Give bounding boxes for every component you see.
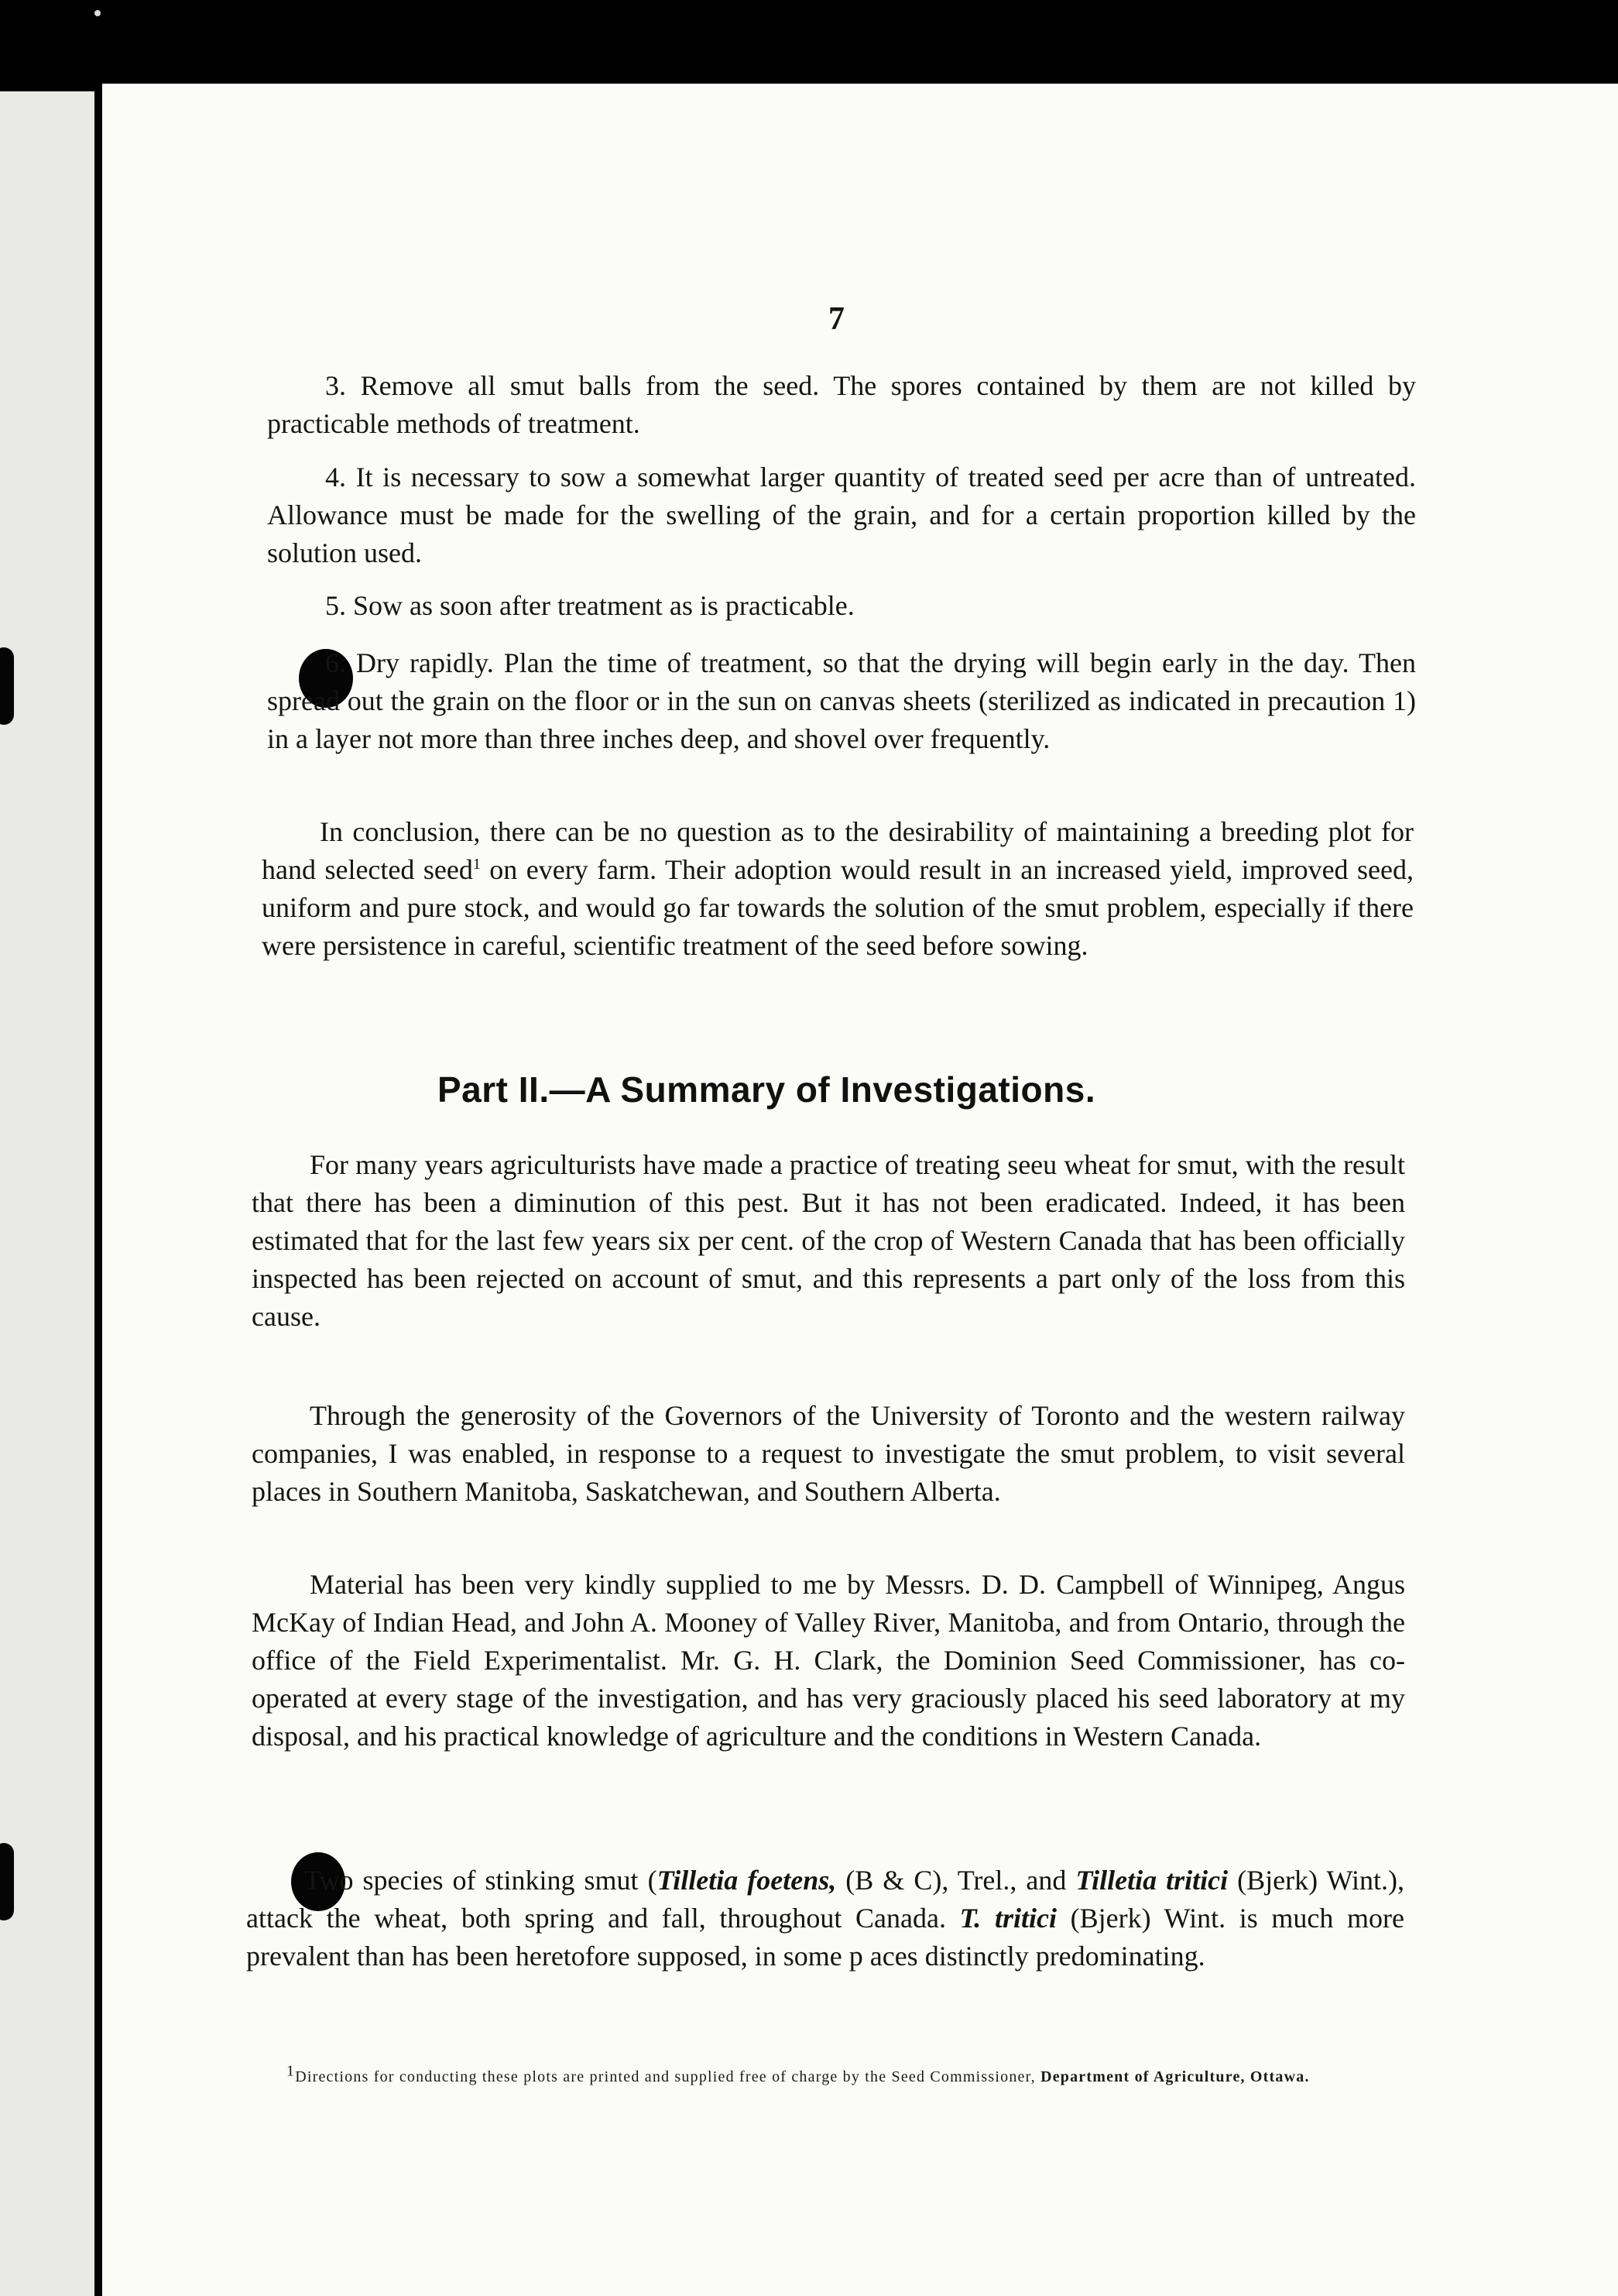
species-text-d: (Bjerk) Wint. is much more prevalent than has been heretofore supposed, in some p aces distinctly predominating. [246, 1903, 1405, 1972]
conclusion-text-b: on every farm. Their adoption would result in an increased yield, improved seed, uniform and pure stock, and would go far towards the solution of the smut problem, especially if there were persistence in careful, scientific treatment of the seed before sowing. [262, 854, 1414, 961]
paragraph-part2-material: Material has been very kindly supplied to me by Messrs. D. D. Campbell of Winnipeg, Angus McKay of Indian Head, and John A. Mooney of Valley River, Manitoba, and from Ontario, through the office of the Field Experimentalist. Mr. G. H. Clark, the Dominion Seed Commissioner, has co-operated at every stage of the investigation, and has very graciously placed his seed laboratory at my disposal, and his practical knowledge of agriculture and the conditions in Western Canada. [252, 1569, 1405, 1752]
section-heading: Part II.—A Summary of Investigations. [437, 1069, 1096, 1110]
footnote-marker: 1 [286, 2062, 296, 2080]
paragraph-part2-travel: Through the generosity of the Governors of the University of Toronto and the western railway companies, I was enabled, in response to a request to investigate the smut problem, to visit several places in Southern Manitoba, Saskatchewan, and Southern Alberta. [252, 1400, 1405, 1507]
paragraph-precaution-3: 3. Remove all smut balls from the seed. The spores contained by them are not killed by practicable methods of treatment. [267, 370, 1416, 439]
conclusion-text-a: In conclusion, there can be no question as to the desirability of maintaining a breeding plot for hand selected seed [262, 816, 1414, 885]
species-text-a: Two species of stinking smut ( [304, 1865, 657, 1896]
paragraph-part2-species [246, 1862, 1404, 1975]
footnote-department: Department of Agriculture, Ottawa. [1040, 2068, 1310, 2085]
paragraph-conclusion [262, 813, 1414, 965]
paragraph-precaution-5: 5. Sow as soon after treatment as is practicable. [325, 590, 855, 621]
punch-hole-icon [0, 1843, 14, 1920]
footnote-reference: 1 [472, 856, 481, 873]
species-text-c: (Bjerk) Wint.), attack the wheat, both spring and fall, throughout Canada. [246, 1865, 1405, 1934]
speck-mark [94, 10, 101, 16]
paragraph-precaution-4: 4. It is necessary to sow a somewhat larger quantity of treated seed per acre than of untreated. Allowance must be made for the swelling of the grain, and for a certain proportion killed by the solution used. [267, 462, 1416, 568]
page-number: 7 [828, 301, 845, 337]
footnote [246, 2062, 1390, 2086]
species-name-foetens: Tilletia foetens, [656, 1865, 837, 1896]
species-text-b: (B & C), Trel., and [836, 1865, 1076, 1896]
footnote-text: Directions for conducting these plots are printed and supplied free of charge by the Seed Commissioner, [295, 2068, 1036, 2085]
species-name-tritici: Tilletia tritici [1075, 1865, 1229, 1896]
species-abbrev-tritici: T. tritici [959, 1903, 1057, 1934]
punch-hole-icon [0, 647, 14, 725]
paragraph-precaution-6: 6. Dry rapidly. Plan the time of treatment, so that the drying will begin early in the day. Then spread out the grain on the floor or in the sun on canvas sheets (sterilized as indicated in precaution 1) in a layer not more than three inches deep, and shovel over frequently. [267, 647, 1416, 754]
adjacent-page-edge [0, 91, 94, 2296]
paragraph-part2-intro: For many years agriculturists have made a practice of treating seeu wheat for smut, with the result that there has been a diminution of this pest. But it has not been eradicated. Indeed, it has been estimated that for the last few years six per cent. of the crop of Western Canada that has been officially inspected has been rejected on account of smut, and this represents a part only of the loss from this cause. [252, 1149, 1405, 1332]
